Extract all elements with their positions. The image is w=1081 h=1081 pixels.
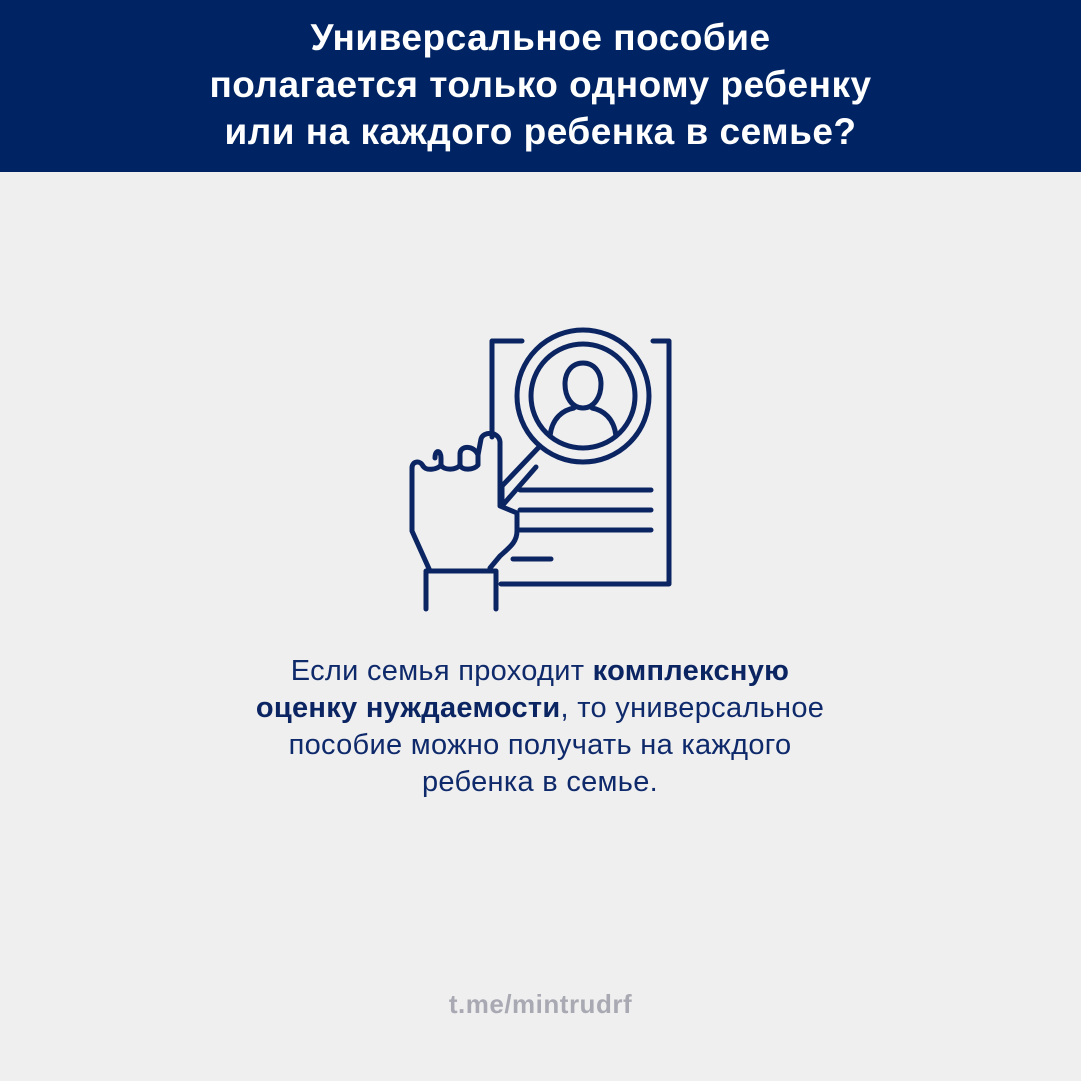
answer-line-1 — [140, 653, 940, 690]
answer-line-2 — [140, 690, 940, 727]
answer-text — [140, 653, 940, 801]
search-person-document-icon — [400, 318, 690, 618]
header-banner — [0, 0, 1081, 172]
answer-line-2-regular: , то универсальное — [560, 692, 825, 724]
telegram-link[interactable]: t.me/mintrudrf — [448, 989, 633, 1019]
title-line-3: или на каждого ребенка в семье? — [224, 110, 857, 152]
title-line-2: полагается только одному ребенку — [209, 63, 872, 105]
answer-line-4: ребенка в семье. — [422, 766, 658, 798]
answer-line-3: пособие можно получать на каждого — [288, 729, 792, 761]
title-line-1: Универсальное пособие — [310, 16, 771, 58]
answer-line-1-bold: комплексную — [592, 655, 790, 687]
answer-line-1-regular: Если семья проходит — [290, 655, 593, 687]
answer-line-2-bold: оценку нуждаемости — [255, 692, 561, 724]
